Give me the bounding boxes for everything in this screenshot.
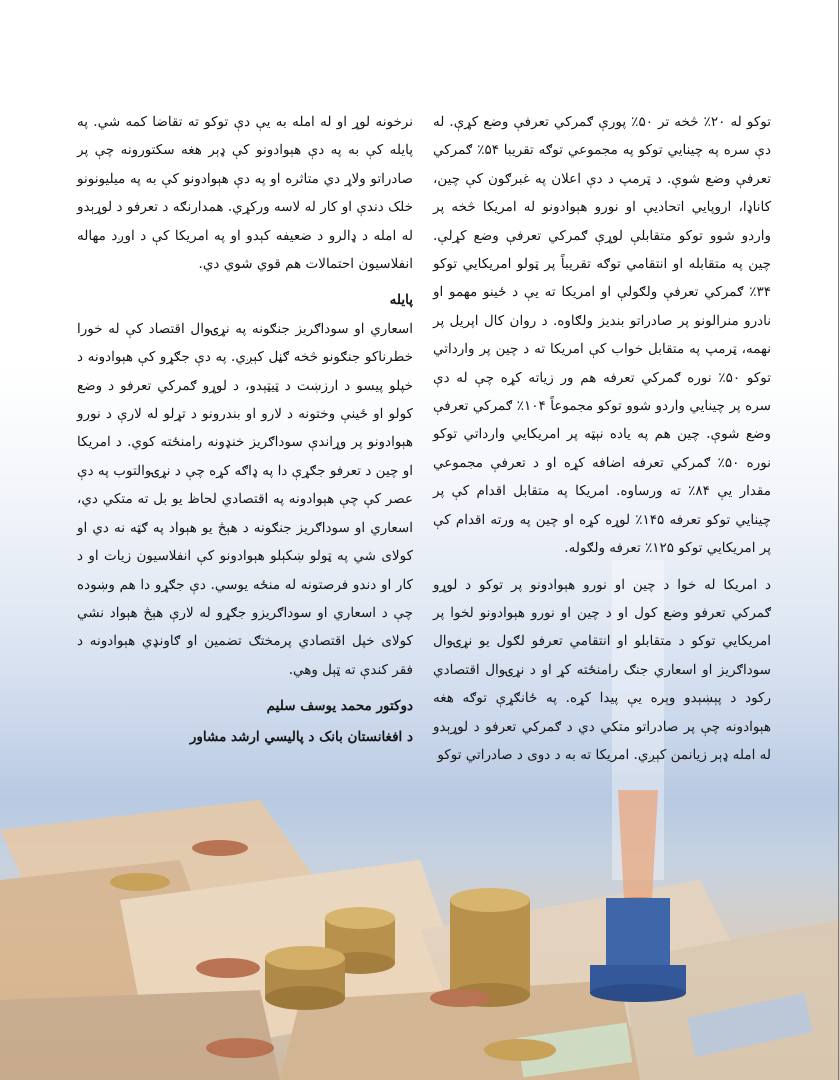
section-heading: پایله — [389, 292, 413, 309]
paragraph: توکو له ۲۰٪ څخه تر ۵۰٪ پورې ګمرکي تعرفې وضع کړې. له دې سره په چینایي توکو په مجموعي توګه تقریبا ۵۴٪ ګمرکي تعرفې وضع شوې. د ټرمپ د دې اعلان په غبرګون کې چین، کاناډا، اروپایي اتحادیې او نورو هېوادونو له امریکا څخه پر واردو شوو توکو متقابلې لوړې ګمرکي تعرفې وضع کړلې. چین په متقابله او انتقامي توګه تقریباً پر ټولو امریکایي توکو ۳۴٪ ګمرکي تعرفې ولګولې او امریکا ته یې د ځینو مهمو او نادرو منرالونو پر صادراتو بندیز ولګاوه. د روان کال اپریل پر نهمه، ټرمپ په متقابل خواب کې امریکا ته د چین پر وارداتي توکو ۵۰٪ نوره ګمرکي تعرفه هم ور زیاته کړه چې له دې سره پر چینایي واردو شوو توکو مجموعاً ۱۰۴٪ ګمرکي تعرفې وضع شوې. چین هم په یاده نېټه پر امریکایي وارداتي توکو نوره ۵۰٪ ګمرکي تعرفه اضافه کړه او د تعرفې مجموعي مقدار یې ۸۴٪ ته ورساوه. امریکا په متقابل اقدام کې پر چینایي توکو تعرفه ۱۴۵٪ لوړه کړه او چین په ورته اقدام کې پر امریکایي توکو ۱۲۵٪ تعرفه ولګوله. — [433, 114, 771, 557]
author-title: د افغانستان بانک د پالیسي ارشد مشاور — [189, 728, 413, 745]
author-name: دوکتور محمد یوسف سلیم — [266, 698, 413, 715]
article-column-right — [433, 108, 771, 777]
paragraph: نرخونه لوړ او له امله به یې دې توکو ته تقاضا کمه شي. په پایله کې به په دې هېوادونو کې ډېر هغه سکتورونه چې پر صادراتو ولاړ دي متاثره او په دې هېوادونو کې به په میلیونونو خلک دندې او کار له لاسه ورکړي. همدارنګه د تعرفو د لوړېدو له امله د ډالرو د ضعیفه کېدو او په امریکا کې د اوږد مهاله انفلاسیون احتمالات هم قوي شوي دي. — [77, 114, 413, 273]
page-edge-right — [838, 0, 839, 1080]
paragraph: د امریکا له خوا د چین او نورو هېوادونو پر توکو د لوړو ګمرکي تعرفو وضع کول او د چین او نورو هېوادونو لخوا پر امریکایي توکو د متقابلو او انتقامي تعرفو لګول یو نړۍ‌وال سوداګریز او اسعاري جنګ رامنځته کړ او د نړۍ‌وال اقتصادي رکود د پېښېدو وېره یې پیدا کړه. په ځانګړې توګه هغه هېوادونه چې پر صادراتو متکي دي د ګمرکي تعرفو د لوړېدو له امله ډېر زیانمن کېږي. امریکا ته به د دوی د صادراتي توکو — [433, 576, 771, 763]
paragraph: اسعاري او سوداګریز جنګونه په نړۍ‌وال اقتصاد کې له خورا خطرناکو جنګونو څخه ګڼل کېږي. په دې جګړو کې هېوادونه د خپلو پیسو د ارزښت د ټیټېدو، د لوړو ګمرکي تعرفو د وضع کولو او ځینې وختونه د لارو او بندرونو د تړلو له لارې د نورو هېوادونو پر وړاندې سوداګریز خنډونه رامنځته کوي. د امریکا او چین د تعرفو جګړې دا په ډاګه کړه چې د نړۍ‌والتوب په دې عصر کې چې هېوادونه په اقتصادي لحاظ یو بل ته متکي دي، اسعاري او سوداګریز جنګونه د هېڅ یو هېواد په ګټه نه دي او کولای شي په ټولو ښکېلو هېوادونو کې انفلاسیون زیات او د کار او دندو فرصتونه له منځه یوسي. دې جګړو دا هم وښوده چې د اسعاري او سوداګریزو جګړو له لارې هېڅ هېواد نشي کولای خپل اقتصادي پرمختګ تضمین او ګاونډي هېوادونه د فقر کندې ته ټېل وهي. — [77, 320, 413, 678]
banknotes — [0, 800, 840, 1080]
article-column-left — [77, 108, 413, 751]
